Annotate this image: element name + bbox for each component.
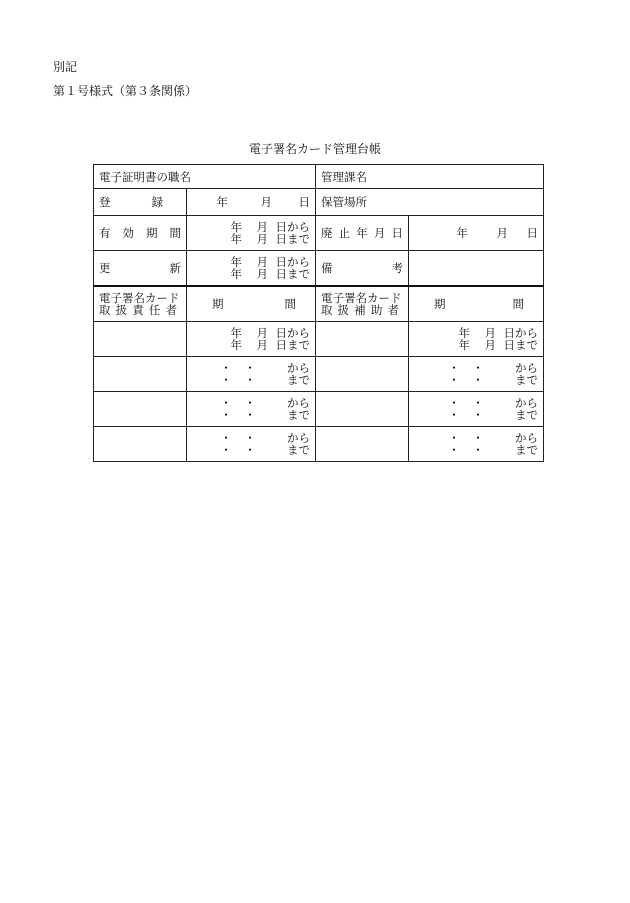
label-text: 月 <box>373 226 386 240</box>
sekinin-period <box>187 392 316 427</box>
label-text: まで <box>287 408 310 422</box>
row-handler-header <box>94 286 544 322</box>
label-text: 年 <box>230 254 242 269</box>
sekinin-period <box>187 322 316 357</box>
label-text: 月 <box>256 220 268 234</box>
ledger-title: 電子署名カード管理台帳 <box>248 142 381 156</box>
haishi-date <box>409 216 544 251</box>
row-shokumei <box>94 165 544 189</box>
label-text: 月 <box>256 338 268 352</box>
hojo-name <box>316 392 409 427</box>
sekinin-period <box>187 427 316 462</box>
label-text: 間 <box>512 296 524 311</box>
label-text: 日から <box>503 326 538 340</box>
label-text: 備 <box>321 260 333 275</box>
label-text: まで <box>287 373 310 387</box>
yuko-label <box>94 216 187 251</box>
label-text: 年 <box>230 220 242 234</box>
form-number: 第１号様式（第３条関係） <box>53 84 198 98</box>
label-text: ・ <box>472 431 484 445</box>
hokan-label: 保管場所 <box>316 189 544 216</box>
biko-value <box>409 251 544 286</box>
label-text: ・ <box>472 361 484 375</box>
toroku-label <box>94 189 187 216</box>
label-text: ・ <box>448 431 460 445</box>
shokumei-label: 電子証明書の職名 <box>94 165 316 189</box>
sekinin-period <box>187 357 316 392</box>
hojo-period <box>409 427 544 462</box>
toroku-date <box>187 189 316 216</box>
sekinin-name <box>94 322 187 357</box>
sekinin-name <box>94 392 187 427</box>
label-text: 廃 <box>321 226 333 240</box>
handler-row <box>94 357 544 392</box>
label-text: ・ <box>220 443 232 457</box>
label-text: から <box>287 361 310 375</box>
label-text: 期 <box>212 296 224 311</box>
hojo-name <box>316 427 409 462</box>
label-text: 止 <box>338 226 351 240</box>
koshin-label <box>94 251 187 286</box>
hojo-kikan-header <box>409 286 544 322</box>
label-text: 日まで <box>275 266 310 281</box>
label-text: ・ <box>472 443 484 457</box>
haishi-label <box>316 216 409 251</box>
label-text: 年 <box>230 266 242 281</box>
hojo-header <box>316 286 409 322</box>
label-text: 間 <box>169 226 181 240</box>
hojo-period <box>409 322 544 357</box>
label-text: 更 <box>99 260 111 275</box>
ledger-table <box>93 164 544 462</box>
biko-label <box>316 251 409 286</box>
appendix-label: 別記 <box>53 60 78 74</box>
label-text: 考 <box>391 260 403 275</box>
handler-row <box>94 427 544 462</box>
label-text: 月 <box>260 195 272 209</box>
label-text: ・ <box>448 373 460 387</box>
label-text: から <box>287 431 310 445</box>
label-text: ・ <box>244 408 256 422</box>
label-text: 新 <box>169 260 181 275</box>
label-text: ・ <box>448 361 460 375</box>
label-text: ・ <box>448 443 460 457</box>
label-text: ・ <box>220 373 232 387</box>
label-text: 日から <box>275 326 310 340</box>
label-text: 年 <box>230 326 242 340</box>
label-text: 年 <box>230 232 242 246</box>
label-text: 日 <box>526 226 538 240</box>
label-text: 登 <box>99 195 111 209</box>
label-text: 取 <box>321 302 333 317</box>
hojo-period <box>409 392 544 427</box>
label-text: ・ <box>220 396 232 410</box>
label-text: ・ <box>472 396 484 410</box>
koshin-dates <box>187 251 316 286</box>
label-text: ・ <box>448 408 460 422</box>
label-text: 年 <box>356 226 368 240</box>
sekinin-kikan-header <box>187 286 316 322</box>
label-text: 日 <box>391 226 403 240</box>
label-text: 期 <box>146 226 158 240</box>
label-text: 日から <box>275 220 310 234</box>
label-text: 日 <box>298 195 310 209</box>
label-text: 日まで <box>503 338 538 352</box>
row-toroku <box>94 189 544 216</box>
label-text: 扱 <box>115 302 128 317</box>
label-text: まで <box>515 443 538 457</box>
label-text: 助 <box>370 302 383 317</box>
kanri-ka-label: 管理課名 <box>316 165 544 189</box>
label-text: から <box>515 396 538 410</box>
sekinin-name <box>94 427 187 462</box>
label-text: まで <box>515 408 538 422</box>
label-text: ・ <box>472 373 484 387</box>
hojo-name <box>316 322 409 357</box>
sekinin-header <box>94 286 187 322</box>
hojo-period <box>409 357 544 392</box>
label-text: ・ <box>220 361 232 375</box>
label-text: ・ <box>244 373 256 387</box>
label-text: 期 <box>434 296 446 311</box>
label-text: 年 <box>458 326 470 340</box>
label-text: 者 <box>387 302 399 317</box>
label-text: 間 <box>284 296 296 311</box>
label-text: 月 <box>256 266 268 281</box>
label-text: 録 <box>151 195 163 209</box>
label-text: 年 <box>458 338 470 352</box>
label-text: まで <box>287 443 310 457</box>
label-text: 任 <box>148 302 161 317</box>
label-text: 月 <box>484 326 496 340</box>
label-text: 効 <box>122 226 134 240</box>
label-text: ・ <box>244 431 256 445</box>
row-yuko <box>94 216 544 251</box>
label-text: ・ <box>244 396 256 410</box>
handler-row <box>94 392 544 427</box>
label-text: 年 <box>456 226 468 240</box>
label-text: から <box>287 396 310 410</box>
label-text: 責 <box>132 302 144 317</box>
row-koshin <box>94 251 544 286</box>
label-text: 電子署名カード <box>321 290 402 305</box>
label-text: から <box>515 361 538 375</box>
yuko-dates <box>187 216 316 251</box>
label-text: 月 <box>256 254 268 269</box>
label-text: ・ <box>244 361 256 375</box>
label-text: ・ <box>220 431 232 445</box>
label-text: 月 <box>256 326 268 340</box>
label-text: 者 <box>165 302 177 317</box>
label-text: 日から <box>275 254 310 269</box>
label-text: ・ <box>220 408 232 422</box>
label-text: 月 <box>484 338 496 352</box>
handler-row <box>94 322 544 357</box>
label-text: 年 <box>216 195 228 209</box>
label-text: 月 <box>496 226 508 240</box>
label-text: 取 <box>99 302 111 317</box>
label-text: 電子署名カード <box>99 290 180 305</box>
label-text: 日まで <box>275 232 310 246</box>
label-text: 扱 <box>337 302 350 317</box>
label-text: ・ <box>244 443 256 457</box>
label-text: 補 <box>354 302 366 317</box>
label-text: 日まで <box>275 338 310 352</box>
hojo-name <box>316 357 409 392</box>
label-text: ・ <box>472 408 484 422</box>
label-text: ・ <box>448 396 460 410</box>
label-text: 有 <box>99 226 111 240</box>
label-text: から <box>515 431 538 445</box>
label-text: 月 <box>256 232 268 246</box>
label-text: 年 <box>230 338 242 352</box>
label-text: まで <box>515 373 538 387</box>
sekinin-name <box>94 357 187 392</box>
